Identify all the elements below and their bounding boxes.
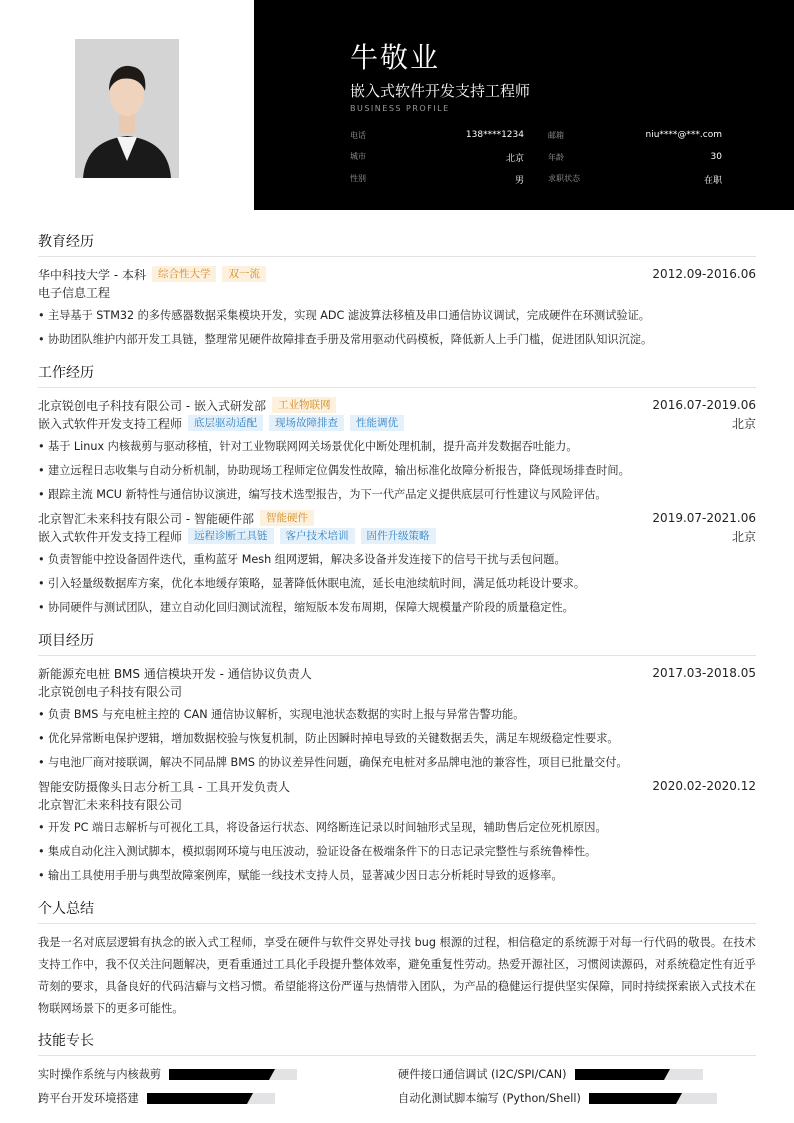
skill-name: 跨平台开发环境搭建 bbox=[38, 1092, 139, 1105]
school-tag: 综合性大学 bbox=[152, 266, 217, 282]
major bbox=[38, 283, 756, 301]
job-role: 嵌入式软件开发支持工程师 bbox=[38, 416, 183, 431]
skill-name: 硬件接口通信调试 (I2C/SPI/CAN) bbox=[398, 1068, 567, 1081]
project-name: 智能安防摄像头日志分析工具 - 工具开发负责人 bbox=[38, 779, 290, 794]
list-item: • 开发 PC 端日志解析与可视化工具，将设备运行状态、网络断连记录以时间轴形式呈现，辅助售后定位死机原因。 bbox=[38, 816, 756, 840]
resume-body bbox=[38, 231, 756, 1118]
job-role-line bbox=[38, 414, 756, 432]
profile-label: BUSINESS PROFILE bbox=[350, 104, 450, 113]
list-item: • 负责智能中控设备固件迭代，重构蓝牙 Mesh 组网逻辑，解决多设备并发连接下的信号干扰与丢包问题。 bbox=[38, 548, 756, 572]
info-key: 城市 bbox=[350, 151, 366, 161]
profile-photo bbox=[75, 39, 179, 178]
skill-name: 自动化测试脚本编写 (Python/Shell) bbox=[398, 1092, 581, 1105]
list-item: • 建立远程日志收集与自动分析机制，协助现场工程师定位偶发性故障，输出标准化故障分析报告，降低现场排查时间。 bbox=[38, 459, 756, 483]
role-tag: 客户技术培训 bbox=[280, 528, 355, 544]
role-tag: 固件升级策略 bbox=[361, 528, 436, 544]
section-title: 工作经历 bbox=[38, 362, 756, 388]
info-row bbox=[350, 168, 722, 190]
project-head bbox=[38, 777, 756, 795]
info-key: 电话 bbox=[350, 130, 366, 140]
info-gender bbox=[350, 173, 524, 186]
skill-bar bbox=[169, 1069, 297, 1080]
education-head bbox=[38, 265, 756, 283]
list-item: • 输出工具使用手册与典型故障案例库，赋能一线技术支持人员，显著减少因日志分析耗时导致的返修率。 bbox=[38, 864, 756, 888]
section-title: 教育经历 bbox=[38, 231, 756, 257]
summary-section bbox=[38, 898, 756, 1020]
info-key: 年龄 bbox=[548, 152, 564, 162]
project-bullets bbox=[38, 816, 756, 888]
role-tag: 性能调优 bbox=[350, 415, 404, 431]
job-head bbox=[38, 509, 756, 527]
project-name: 新能源充电桩 BMS 通信模块开发 - 通信协议负责人 bbox=[38, 666, 312, 681]
date-range: 2012.09-2016.06 bbox=[652, 267, 756, 281]
info-age bbox=[548, 152, 722, 163]
job-bullets bbox=[38, 435, 756, 507]
role-tag: 底层驱动适配 bbox=[188, 415, 263, 431]
job-title: 嵌入式软件开发支持工程师 bbox=[350, 82, 531, 100]
company-tag: 工业物联网 bbox=[272, 397, 337, 413]
skill-fill bbox=[589, 1093, 676, 1104]
work-section bbox=[38, 362, 756, 620]
list-item: • 优化异常断电保护逻辑，增加数据校验与恢复机制，防止因瞬时掉电导致的关键数据丢失，满足车规级稳定性要求。 bbox=[38, 727, 756, 751]
list-item: • 负责 BMS 与充电桩主控的 CAN 通信协议解析，实现电池状态数据的实时上报与异常告警功能。 bbox=[38, 703, 756, 727]
header-panel bbox=[254, 0, 794, 210]
list-item: • 基于 Linux 内核裁剪与驱动移植，针对工业物联网网关场景优化中断处理机制，提升高并发数据吞吐能力。 bbox=[38, 435, 756, 459]
school-tag: 双一流 bbox=[222, 266, 266, 282]
skill-fill bbox=[575, 1069, 665, 1080]
skill-item bbox=[38, 1088, 398, 1108]
info-key: 邮箱 bbox=[548, 130, 564, 140]
role-tag: 现场故障排查 bbox=[269, 415, 344, 431]
list-item: • 与电池厂商对接联调，解决不同品牌 BMS 的协议差异性问题，确保充电桩对多品牌电池的兼容性，项目已批量交付。 bbox=[38, 751, 756, 775]
skill-fill bbox=[147, 1093, 247, 1104]
job-location: 北京 bbox=[731, 416, 756, 431]
education-section bbox=[38, 231, 756, 352]
job-role-line bbox=[38, 527, 756, 545]
candidate-name: 牛敬业 bbox=[350, 41, 441, 74]
info-status bbox=[548, 173, 722, 186]
list-item: • 引入轻量级数据库方案，优化本地缓存策略，显著降低休眠电流，延长电池续航时间，满足低功耗设计要求。 bbox=[38, 572, 756, 596]
project-company: 北京锐创电子科技有限公司 bbox=[38, 684, 183, 699]
date-range: 2016.07-2019.06 bbox=[652, 398, 756, 412]
skill-name: 实时操作系统与内核裁剪 bbox=[38, 1068, 162, 1081]
date-range: 2019.07-2021.06 bbox=[652, 511, 756, 525]
role-tag: 远程诊断工具链 bbox=[188, 528, 274, 544]
list-item: • 主导基于 STM32 的多传感器数据采集模块开发，实现 ADC 滤波算法移植及串口通信协议调试，完成硬件在环测试验证。 bbox=[38, 304, 756, 328]
info-key: 求职状态 bbox=[548, 173, 580, 183]
info-row bbox=[350, 124, 722, 146]
date-range: 2017.03-2018.05 bbox=[652, 666, 756, 680]
company-tag: 智能硬件 bbox=[260, 510, 314, 526]
project-head bbox=[38, 664, 756, 682]
job-entry bbox=[38, 396, 756, 507]
project-entry bbox=[38, 664, 756, 775]
info-key: 性别 bbox=[350, 173, 366, 183]
summary-text: 我是一名对底层逻辑有执念的嵌入式工程师，享受在硬件与软件交界处寻找 bug 根源的过程，相信稳定的系统源于对每一行代码的敬畏。在技术支持工作中，我不仅关注问题解决，更看重通过工具化手段提升整体效率，避免重复性劳动。热爱开源社区，习惯阅读源码，对系统稳定性有近乎苛刻的要求，具备良好的代码洁癖与文档习惯。希望能将这份严谨与热情带入团队，为产品的稳健运行提供坚实保障，同时持续探索嵌入式技术在物联网场景下的更多可能性。 bbox=[38, 936, 756, 1015]
job-role: 嵌入式软件开发支持工程师 bbox=[38, 529, 183, 544]
list-item: • 跟踪主流 MCU 新特性与通信协议演进，编写技术选型报告，为下一代产品定义提供底层可行性建议与风险评估。 bbox=[38, 483, 756, 507]
project-entry bbox=[38, 777, 756, 888]
list-item: • 协同硬件与测试团队，建立自动化回归测试流程，缩短版本发布周期，保障大规模量产阶段的质量稳定性。 bbox=[38, 596, 756, 620]
skills-grid bbox=[38, 1064, 756, 1108]
project-company: 北京智汇未来科技有限公司 bbox=[38, 797, 183, 812]
company-name: 北京智汇未来科技有限公司 - 智能硬件部 bbox=[38, 511, 254, 526]
date-range: 2020.02-2020.12 bbox=[652, 779, 756, 793]
info-value: 30 bbox=[710, 151, 722, 162]
section-title: 技能专长 bbox=[38, 1030, 756, 1056]
info-value: 138****1234 bbox=[465, 129, 524, 140]
list-item: • 协助团队维护内部开发工具链，整理常见硬件故障排查手册及常用驱动代码模板，降低新人上手门槛，促进团队知识沉淀。 bbox=[38, 328, 756, 352]
education-bullets bbox=[38, 304, 756, 352]
skill-bar bbox=[575, 1069, 703, 1080]
info-value: 北京 bbox=[505, 153, 524, 164]
info-city bbox=[350, 151, 524, 164]
info-value: niu****@***.com bbox=[645, 129, 722, 140]
skills-section bbox=[38, 1030, 756, 1108]
skill-item bbox=[398, 1088, 756, 1108]
info-value: 在职 bbox=[703, 175, 722, 186]
job-bullets bbox=[38, 548, 756, 620]
major-name: 电子信息工程 bbox=[38, 285, 111, 300]
job-location: 北京 bbox=[731, 529, 756, 544]
skill-bar bbox=[589, 1093, 717, 1104]
section-title: 项目经历 bbox=[38, 630, 756, 656]
job-entry bbox=[38, 509, 756, 620]
info-row bbox=[350, 146, 722, 168]
skill-item bbox=[398, 1064, 756, 1084]
projects-section bbox=[38, 630, 756, 888]
info-phone bbox=[350, 130, 524, 141]
info-email bbox=[548, 130, 722, 141]
project-company-line bbox=[38, 682, 756, 700]
skill-fill bbox=[169, 1069, 269, 1080]
list-item: • 集成自动化注入测试脚本，模拟弱网环境与电压波动，验证设备在极端条件下的日志记录完整性与系统鲁棒性。 bbox=[38, 840, 756, 864]
info-value: 男 bbox=[514, 175, 524, 186]
contact-info bbox=[350, 124, 722, 190]
skill-bar bbox=[147, 1093, 275, 1104]
skill-item bbox=[38, 1064, 398, 1084]
job-head bbox=[38, 396, 756, 414]
school-name: 华中科技大学 - 本科 bbox=[38, 267, 146, 282]
project-bullets bbox=[38, 703, 756, 775]
project-company-line bbox=[38, 795, 756, 813]
company-name: 北京锐创电子科技有限公司 - 嵌入式研发部 bbox=[38, 398, 266, 413]
section-title: 个人总结 bbox=[38, 898, 756, 924]
